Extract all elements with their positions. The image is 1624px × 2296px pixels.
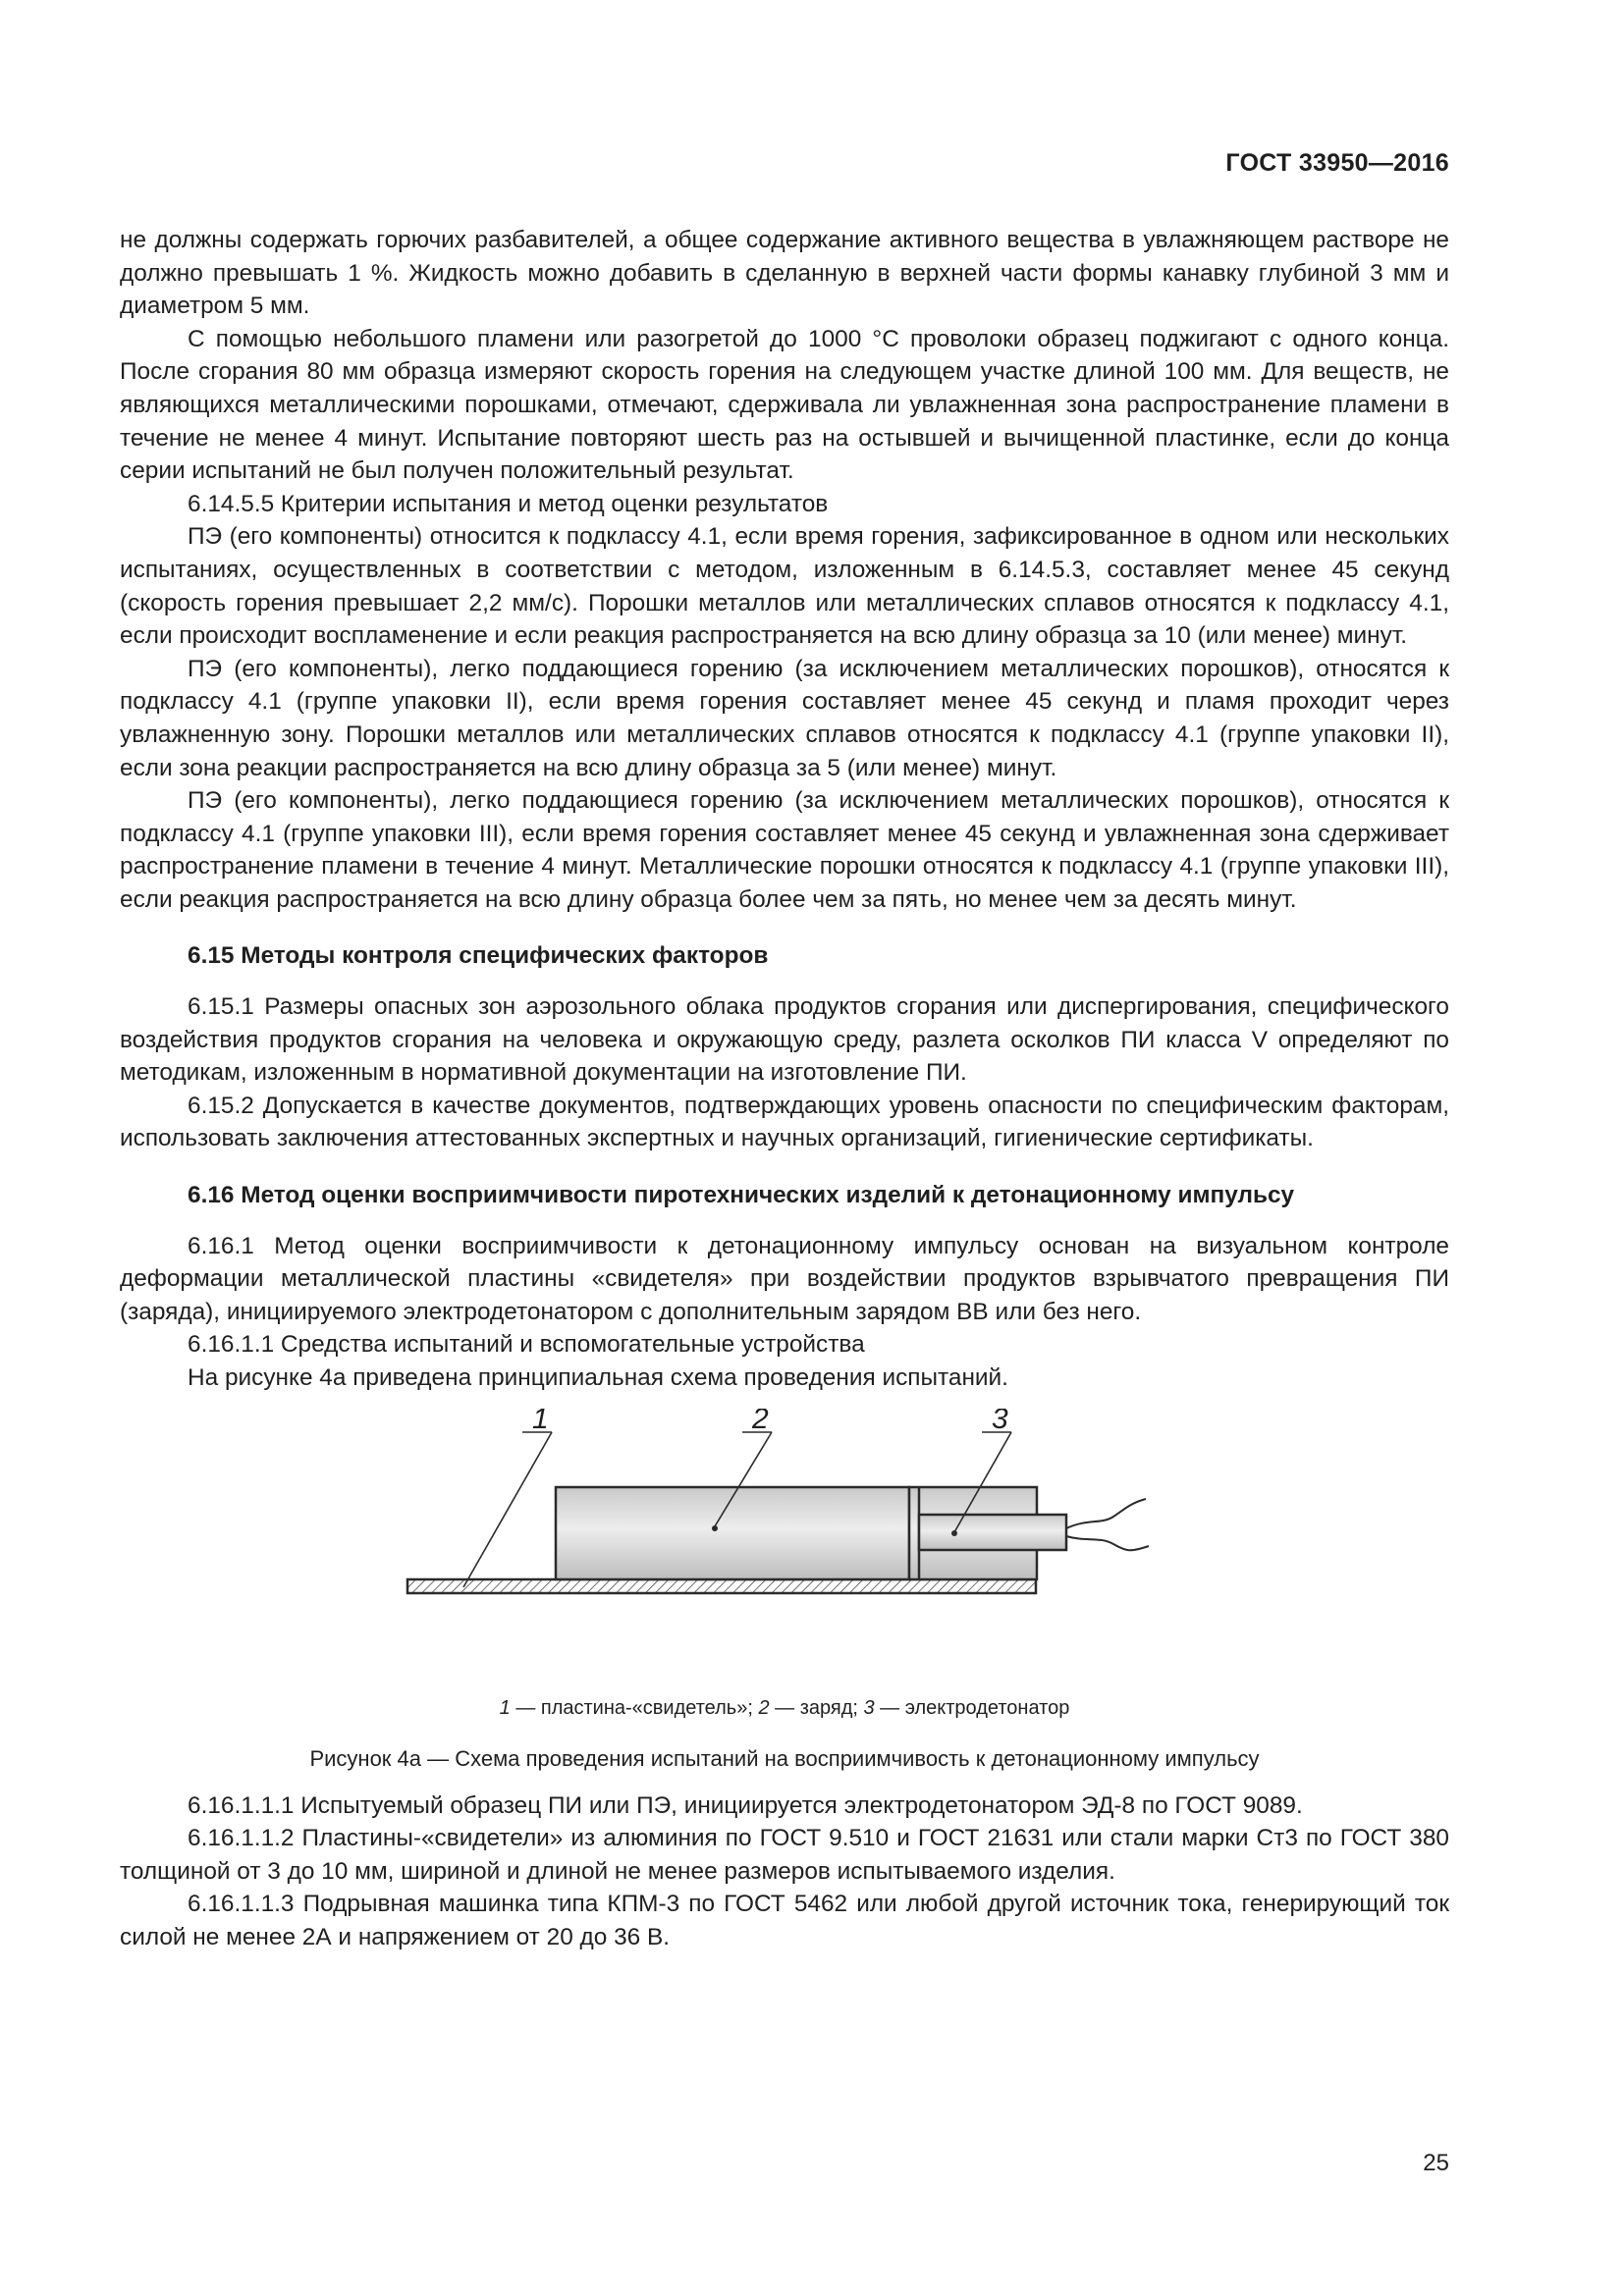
section-heading: 6.15 Методы контроля специфических факторов — [188, 942, 769, 970]
figure-caption: Рисунок 4а — Схема проведения испытаний на восприимчивость к детонационному импульсу — [309, 1745, 1260, 1771]
paragraph: ПЭ (его компоненты), легко поддающиеся горению (за исключением металлических порошков), относятся к подклассу 4.1 (группе упаковки III), если время горения составляет менее 45 секунд и увлажненная зона сдерживает распространение пламени в течение 4 минут. Металлические порошки относятся к подклассу 4.1 (группе упаковки III), если реакция распространяется на всю длину образца более чем за пять, но менее чем за десять минут. — [120, 787, 1449, 913]
page-content — [120, 224, 1449, 1954]
charge-body — [556, 1487, 909, 1579]
electrodetonator — [919, 1515, 1066, 1550]
test-scheme-figure — [120, 1409, 1449, 1683]
test-scheme-diagram — [120, 1409, 1449, 1683]
document-header: ГОСТ 33950—2016 — [1225, 149, 1449, 177]
page-number: 25 — [1423, 2150, 1449, 2176]
label-1: 1 — [532, 1408, 549, 1435]
section-heading: 6.16 Метод оценки восприимчивости пиротехнических изделий к детонационному импульсу — [188, 1182, 1295, 1209]
paragraph: 6.16.1.1.3 Подрывная машинка типа КПМ-3 по ГОСТ 5462 или любой другой источник тока, генерирующий ток силой не менее 2А и напряжением от 20 до 36 В. — [120, 1891, 1449, 1950]
paragraph: 6.16.1.1.2 Пластины-«свидетели» из алюминия по ГОСТ 9.510 и ГОСТ 21631 или стали марки Ст3 по ГОСТ 380 толщиной от 3 до 10 мм, шириной и длиной не менее размеров испытываемого изделия. — [120, 1825, 1449, 1885]
paragraph: не должны содержать горючих разбавителей, а общее содержание активного вещества в увлажняющем растворе не должно превышать 1 %. Жидкость можно добавить в сделанную в верхней части формы канавку глубиной 3 мм и диаметром 5 мм. — [120, 227, 1449, 320]
paragraph: ПЭ (его компоненты), легко поддающиеся горению (за исключением металлических порошков), относятся к подклассу 4.1 (группе упаковки II), если время горения составляет менее 45 секунд и пламя проходит через увлажненную зону. Порошки металлов или металлических сплавов относятся к подклассу 4.1 (группе упаковки II), если зона реакции распространяется на всю длину образца за 5 (или менее) минут. — [120, 655, 1449, 781]
label-2: 2 — [752, 1408, 769, 1435]
label-3: 3 — [992, 1408, 1008, 1435]
paragraph: ПЭ (его компоненты) относится к подклассу 4.1, если время горения, зафиксированное в одном или нескольких испытаниях, осуществленных в соответствии с методом, изложенным в 6.14.5.3, составляет менее 45 секунд (скорость горения превышает 2,2 мм/с). Порошки металлов или металлических сплавов относятся к подклассу 4.1, если происходит воспламенение и если реакция распространяется на всю длину образца за 10 (или менее) минут. — [120, 523, 1449, 650]
paragraph: 6.16.1 Метод оценки восприимчивости к детонационному импульсу основан на визуальном контроле деформации металлической пластины «свидетеля» при воздействии продуктов взрывчатого превращения ПИ (заряда), инициируемого электродетонатором с дополнительным зарядом ВВ или без него. — [120, 1232, 1449, 1325]
paragraph: 6.15.1 Размеры опасных зон аэрозольного облака продуктов сгорания или диспергирования, специфического воздействия продуктов сгорания на человека и окружающую среду, разлета осколков ПИ класса V определяют по методикам, изложенным в нормативной документации на изготовление ПИ. — [120, 993, 1449, 1087]
detonator-wires — [1066, 1499, 1146, 1528]
paragraph: На рисунке 4а приведена принципиальная схема проведения испытаний. — [188, 1364, 1008, 1391]
paragraph: 6.15.2 Допускается в качестве документов, подтверждающих уровень опасности по специфическим факторам, использовать заключения аттестованных экспертных и научных организаций, гигиенические сертификаты. — [120, 1092, 1449, 1152]
paragraph: 6.16.1.1.1 Испытуемый образец ПИ или ПЭ, инициируется электродетонатором ЭД-8 по ГОСТ 9089. — [188, 1791, 1303, 1819]
paragraph: 6.16.1.1 Средства испытаний и вспомогательные устройства — [188, 1331, 865, 1359]
paragraph: С помощью небольшого пламени или разогретой до 1000 °C проволоки образец поджигают с одного конца. После сгорания 80 мм образца измеряют скорость горения на следующем участке длиной 100 мм. Для веществ, не являющихся металлическими порошками, отмечают, сдерживала ли увлажненная зона распространение пламени в течение не менее 4 минут. Испытание повторяют шесть раз на остывшей и вычищенной пластинке, если до конца серии испытаний не был получен положительный результат. — [120, 325, 1449, 485]
witness-plate — [407, 1579, 1036, 1593]
paragraph: 6.14.5.5 Критерии испытания и метод оценки результатов — [188, 490, 829, 517]
figure-legend: 1 — пластина-«свидетель»; 2 — заряд; 3 — электродетонатор — [499, 1696, 1070, 1719]
